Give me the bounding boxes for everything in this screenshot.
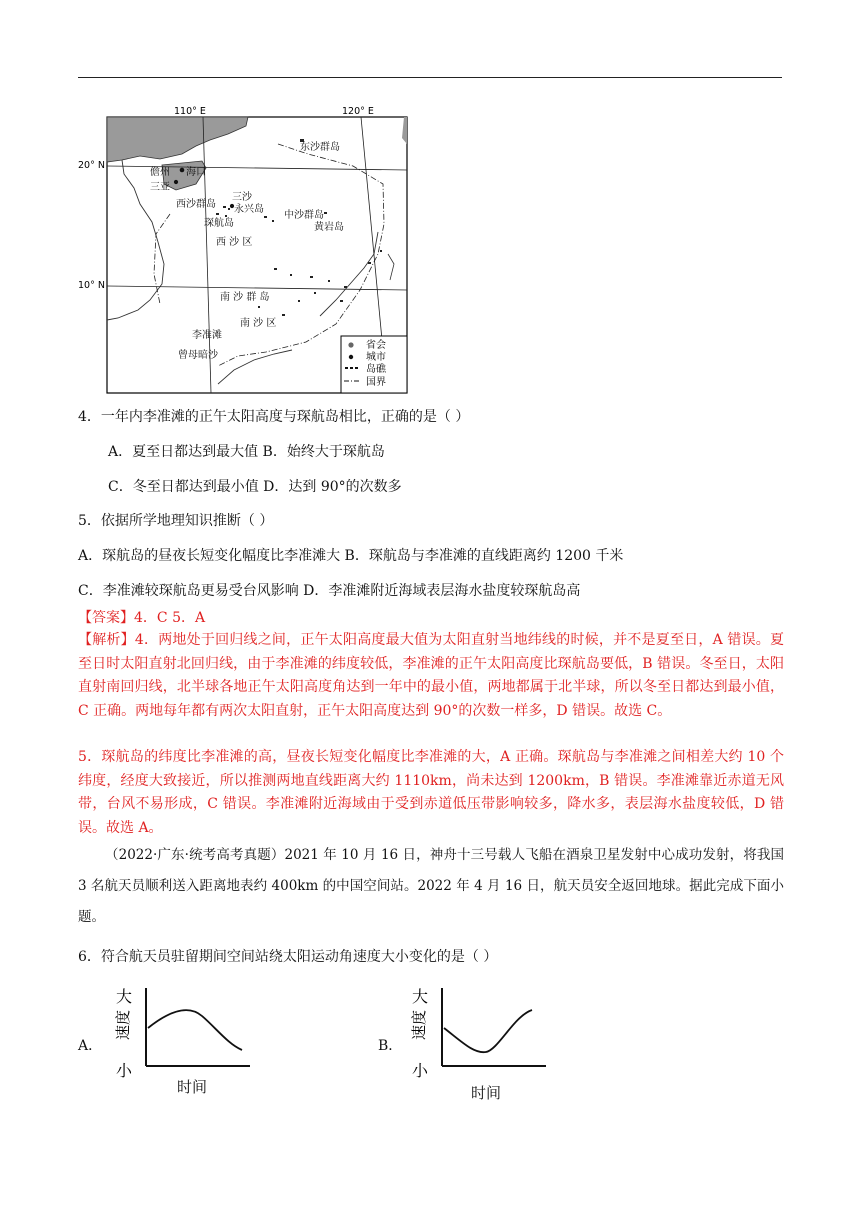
- label-nansha: 南 沙 群 岛: [220, 292, 270, 303]
- q5-options-ab: A．琛航岛的昼夜长短变化幅度比李准滩大 B．琛航岛与李准滩的直线距离约 1200 千米: [78, 548, 624, 564]
- legend-border: 国界: [366, 377, 386, 388]
- axis-big-b: 大: [412, 987, 429, 1006]
- axis-small-a: 小: [116, 1061, 133, 1080]
- q6-option-a-label: A．: [78, 1038, 103, 1054]
- lon-label-120: 120° E: [342, 106, 374, 117]
- legend-capital: 省会: [366, 340, 386, 351]
- axis-time-a: 时间: [177, 1078, 208, 1096]
- label-lizhun: 李准滩: [192, 330, 222, 341]
- curve-a: [148, 1010, 242, 1050]
- label-tanhang: 琛航岛: [204, 218, 234, 229]
- label-xisha-district: 西 沙 区: [216, 237, 253, 248]
- haikou-dot: [180, 168, 185, 173]
- q6-option-a-graph: [110, 982, 252, 1080]
- analysis-q4-text: 4．两地处于回归线之间，正午太阳高度最大值为太阳直射当地纬线的时候，并不是夏至日，A 错误。夏至日时太阳直射北回归线，由于李准滩的纬度较低，李准滩的正午太阳高度比琛航岛要低，B 错误。冬至日，太阳直射南回归线，北半球各地正午太阳高度角达到一年中的最小值，两地都属于北半球，所以冬至日都达到最小值，C 正确。两地每年都有两次太阳直射，正午太阳高度达到 90°的次数一样多，D 错误。故选 C。: [78, 632, 785, 719]
- label-yongxing: 永兴岛: [234, 204, 264, 215]
- label-zengmu: 曾母暗沙: [178, 350, 218, 361]
- axis-time-b: 时间: [471, 1084, 502, 1102]
- q4-options-ab: A．夏至日都达到最大值 B．始终大于琛航岛: [108, 444, 385, 460]
- curve-b: [444, 1010, 532, 1052]
- q6-option-b-label: B．: [378, 1038, 403, 1054]
- q5-options-cd: C．李准滩较琛航岛更易受台风影响 D．李准滩附近海域表层海水盐度较琛航岛高: [78, 583, 581, 599]
- lat-label-10: 10° N: [78, 280, 105, 291]
- axis-small-b: 小: [412, 1061, 429, 1080]
- label-zhongsha: 中沙群岛: [284, 210, 324, 221]
- q6-option-b-graph: [406, 982, 548, 1080]
- label-sanya: 三亚: [150, 182, 170, 193]
- sanya-dot: [174, 180, 178, 184]
- lon-label-110: 110° E: [174, 106, 206, 117]
- q6-intro: （2022·广东·统考高考真题）2021 年 10 月 16 日，神舟十三号载人飞船在酒泉卫星发射中心成功发射，将我国 3 名航天员顺利送入距离地表约 400km 的中国空间站。2022 年 4 月 16 日，航天员安全返回地球。据此完成下面小题。: [78, 847, 784, 925]
- axis-speed-a: 速度: [114, 1009, 132, 1040]
- header-rule: [78, 77, 782, 78]
- label-haikou: 海口: [186, 167, 206, 178]
- q4-options-cd: C．冬至日都达到最小值 D．达到 90°的次数多: [108, 479, 402, 495]
- label-nansha-district: 南 沙 区: [240, 318, 277, 329]
- q4-stem: 4．一年内李准滩的正午太阳高度与琛航岛相比，正确的是（ ）: [78, 409, 470, 425]
- label-xisha-islands: 西沙群岛: [176, 199, 216, 210]
- answer-tag: 【答案】: [78, 610, 134, 626]
- label-huangyan: 黄岩岛: [314, 222, 344, 233]
- label-dongsha: 东沙群岛: [300, 142, 340, 153]
- analysis-tag: 【解析】: [78, 632, 135, 648]
- axis-big-a: 大: [116, 987, 133, 1006]
- q6-stem: 6．符合航天员驻留期间空间站绕太阳运动角速度大小变化的是（ ）: [78, 949, 498, 965]
- map-legend: [341, 336, 407, 393]
- analysis-q5: 5．琛航岛的纬度比李准滩的高，昼夜长短变化幅度比李准滩的大，A 正确。琛航岛与李准滩之间相差大约 10 个纬度，经度大致接近，所以推测两地直线距离大约 1110km，尚未达到 1200km，B 错误。李准滩靠近赤道无风带，台风不易形成，C 错误。李准滩附近海域由于受到赤道低压带影响较多，降水多，表层海水盐度较低，D 错误。故选 A。: [78, 749, 784, 836]
- answer-text: 4．C 5．A: [134, 610, 206, 626]
- axis-speed-b: 速度: [410, 1009, 428, 1040]
- q5-stem: 5．依据所学地理知识推断（ ）: [78, 513, 274, 529]
- legend-city: 城市: [366, 352, 386, 363]
- lat-label-20: 20° N: [78, 160, 105, 171]
- answer-line: [78, 607, 205, 629]
- analysis-q4: [78, 629, 784, 723]
- label-sansha: 三沙: [232, 192, 252, 203]
- south-china-sea-map: [78, 104, 418, 396]
- legend-reef: 岛礁: [366, 364, 386, 375]
- label-danzhou: 儋州: [150, 167, 170, 178]
